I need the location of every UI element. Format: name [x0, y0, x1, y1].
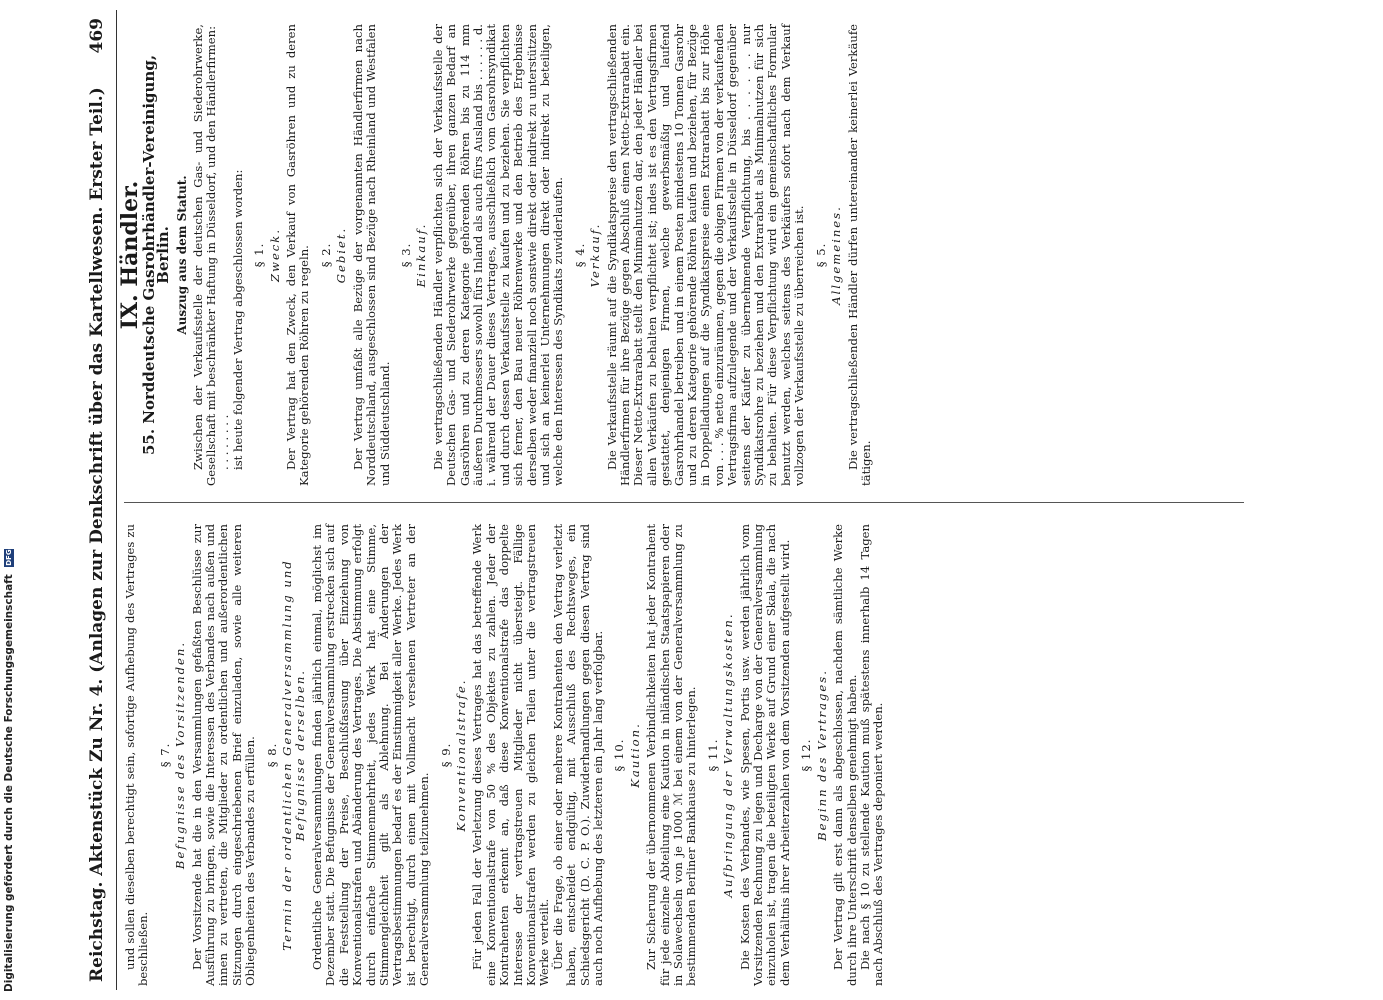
section-title: Beginn des Vertrages. — [814, 669, 829, 841]
ellipsis-line: . . . . . . . . — [217, 414, 232, 470]
section-number: § 2. — [318, 242, 333, 268]
section-number: § 7. — [157, 742, 172, 768]
section-number: § 8. — [264, 742, 279, 768]
firm-heading: 55. Norddeutsche Gasrohrhändler-Vereinigung, Berlin. — [140, 54, 172, 456]
section-number: § 11. — [705, 738, 720, 772]
section-text: Der Vorsitzende hat die in den Versammlungen gefaßten Beschlüsse zur Ausführung zu bringen, sowie die Interessen des Verbandes nach außen und innen zu vertreten, die Mitglieder zu ordentlichen und außerordentlichen Sitzungen durch eingeschriebenen Brief einzuladen, sowie alle weiteren Obliegenheiten des Verbandes zu erfüllen. — [189, 524, 258, 986]
section-title: Aufbringung der Verwaltungskosten. — [721, 612, 736, 898]
excerpt-title: Auszug aus dem Statut. — [175, 175, 190, 335]
rotated-page — [80, 0, 1305, 1000]
section-title: Einkauf. — [414, 222, 429, 288]
section-text: Der Vertrag gilt erst dann als abgeschlossen, nachdem sämtliche Werke durch ihre Unterschrift denselben genehmigt haben. — [831, 524, 859, 986]
section-text: Über die Frage, ob einer oder mehrere Kontrahenten den Vertrag verletzt haben, entscheidet endgültig, mit Ausschluß des Rechtsweges, ein Schiedsgericht (D. C. P. O.). Zuwiderhandlungen gegen diesen Vertrag sind auch noch Aufhebung des letzteren ein Jahr lang verfolgbar. — [550, 524, 605, 986]
section-text: Die Kosten des Verbandes, wie Spesen, Portis usw. werden jährlich vom Vorsitzenden Rechnung zu legen und Decharge von der Generalversammlung einzuholen ist, tragen die beteiligten Werke auf Grund einer Skala, die nach dem Verhältnis ihrer Arbeiterzahlen von dem Vorsitzenden aufgestellt wird. — [737, 524, 792, 986]
left-column — [124, 524, 886, 986]
section-number: § 1. — [252, 242, 267, 268]
section-text: Die vertragschließenden Händler dürfen untereinander keinerlei Verkäufe tätigen. — [845, 24, 873, 486]
section-text: Der Vertrag hat den Zweck, den Verkauf von Gasröhren und zu deren Kategorie gehörenden Röhren zu regeln. — [284, 24, 312, 486]
section-text: Ordentliche Generalversammlungen finden jährlich einmal, möglichst im Dezember statt. Die Befugnisse der Generalversammlung erstrecken sich auf die Feststellung der Preise, Beschlußfassung über Einziehung von Konventionalstrafen und Abänderung des Vertrages. Die Abstimmung erfolgt durch einfache Stimmenmehrheit, jedes Werk hat eine Stimme, Stimmengleichheit gilt als Ablehnung. Bei Änderungen der Vertragsbestimmungen bedarf es der Einstimmigkeit aller Werke. Jedes Werk ist berechtigt, durch einen mit Vollmacht versehenen Vertreter an der Generalversammlung teilzunehmen. — [309, 524, 432, 986]
section-text: Zur Sicherung der übernommenen Verbindlichkeiten hat jeder Kontrahent für jede einzelne Abteilung eine Kaution in inländischen Staatspapieren oder in Solawechseln von je 1000 ℳ bei einem von der Generalversammlung zu bestimmenden Berliner Bankhause zu hinterlegen. — [644, 524, 699, 986]
chapter-heading: IX. Händler. — [117, 180, 143, 330]
column-divider — [124, 502, 1244, 503]
right-column — [117, 24, 873, 486]
intro-text: ist heute folgender Vertrag abgeschlossen worden: — [230, 169, 245, 470]
section-text: Die Verkaufsstelle räumt auf die Syndikatspreise den vertragschließenden Händlerfirmen für ihre Bezüge gegen Abschluß einen Netto-Extrarabatt ein. Dieser Netto-Extrarabatt stellt den Minimalnutzen dar, den jeder Händler bei allen Verkäufen zu behalten verpflichtet ist; indes ist es den Vertragsfirmen gestattet, denjenigen Firmen, welche gewerbsmäßig und laufend Gasrohrhandel betreiben und in einem Posten mindestens 10 Tonnen Gasrohr und zu deren Kategorie gehörende Röhren kaufen und beziehen, für Bezüge in Doppelladungen auf die Syndikatspreise einen Extrarabatt bis zur Höhe von . . . % netto einzuräumen, gegen die obigen Firmen von der verkaufenden Vertragsfirma aufzulegende und der Verkaufsstelle in Düsseldorf gegenüber seitens der Käufer zu übernehmende Verpflichtung, bis . . . . . . nur Syndikatsrohre zu beziehen und den Extrarabatt als Minimalnutzen für sich zu behalten. Für diese Verpflichtung wird ein gemeinschaftliches Formular benutzt werden, welches seitens des Verkäufers sofort nach dem Verkauf vollzogen der Verkaufsstelle zu überreichen ist. — [604, 24, 807, 486]
section-number: § 3. — [398, 242, 413, 268]
page-number: 469 — [87, 18, 107, 54]
section-number: § 5. — [813, 242, 828, 268]
section-title: Gebiet. — [334, 226, 349, 284]
section-number: § 4. — [572, 242, 587, 268]
section-text: Für jeden Fall der Verletzung dieses Vertrages hat das betreffende Werk eine Konventionalstrafe von 50 % des Objektes zu zahlen. Jeder der Kontrahenten erkennt an, daß diese Konventionalstrafe das doppelte Interesse der vertragstreuen Mitglieder nicht übersteigt. Fällige Konventionalstrafen werden zu gleichen Teilen unter die vertragstreuen Werke verteilt. — [470, 524, 552, 986]
credit-text: Digitalisierung gefördert durch die Deutsche Forschungsgemeinschaft — [3, 574, 15, 992]
digitization-credit — [0, 0, 24, 1000]
running-title: Reichstag. Aktenstück Zu Nr. 4. (Anlagen zur Denkschrift über das Kartellwesen. Erster Teil.) — [87, 87, 107, 982]
section-title: Allgemeines. — [829, 205, 844, 305]
section-text: Der Vertrag umfaßt alle Bezüge der vorgenannten Händlerfirmen nach Norddeutschland, ausgeschlossen sind Bezüge nach Rheinland und Westfalen und Süddeutschland. — [350, 24, 392, 486]
section-title: Konventionalstrafe. — [453, 678, 468, 832]
section-title: Termin der ordentlichen Generalversammlung und Befugnisse derselben. — [280, 559, 308, 951]
section-title: Verkauf. — [588, 222, 603, 288]
section-title: Kaution. — [627, 722, 642, 788]
intro-text: Zwischen der Verkaufsstelle der deutschen Gas- und Siederohrwerke, Gesellschaft mit beschränkter Haftung in Düsseldorf, und den Händlerfirmen: — [190, 24, 219, 486]
page-header — [80, 10, 117, 990]
intro-text: und sollen dieselben berechtigt sein, sofortige Aufhebung des Vertrages zu beschließen. — [123, 524, 151, 986]
section-title: Zweck. — [267, 227, 282, 283]
section-number: § 9. — [438, 742, 453, 768]
section-text: Die vertragschließenden Händler verpflichten sich der Verkaufsstelle der Deutschen Gas- und Siederohrwerke gegenüber, ihren ganzen Bedarf an Gasröhren und zu deren Kategorie gehörenden Röhren bis zu 114 mm äußeren Durchmessers sowohl fürs Inland als auch fürs Ausland bis . . . . . . d. i. während der Dauer dieses Vertrages, ausschließlich vom Gasrohrsyndikat und durch dessen Verkaufsstelle zu kaufen und zu beziehen. Sie verpflichten sich ferner, den Bau neuer Röhrenwerke und den Betrieb des Ergebnisse derselben weder finanziell noch sonstwie direkt oder indirekt zu unterstützen und sich an keinerlei Unternehmungen direkt oder indirekt zu beteiligen, welche den Interessen des Syndikats zuwiderlaufen. — [430, 24, 566, 486]
dfg-logo: DFG — [5, 549, 13, 566]
section-title: Befugnisse des Vorsitzenden. — [173, 640, 188, 870]
section-number: § 12. — [799, 738, 814, 772]
section-number: § 10. — [612, 738, 627, 772]
section-text: Die nach § 10 zu stellende Kaution muß spätestens innerhalb 14 Tagen nach Abschluß des Vertrages deponiert werden. — [857, 524, 886, 986]
